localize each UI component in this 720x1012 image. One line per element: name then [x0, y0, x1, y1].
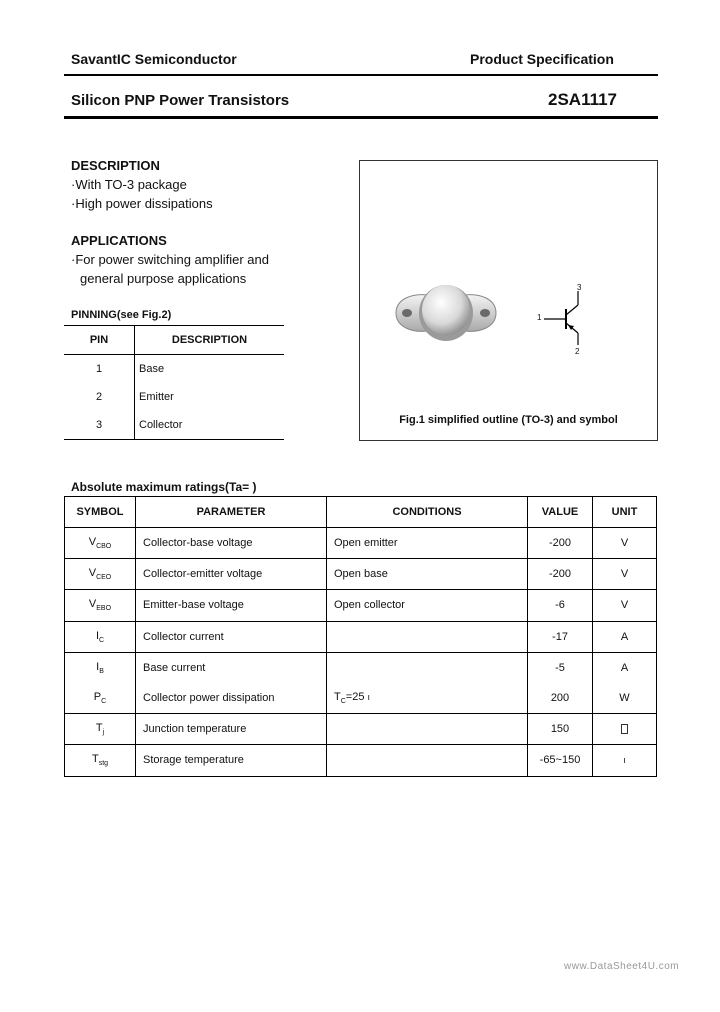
conditions-cell: Open collector	[327, 590, 528, 621]
unit-cell: V	[593, 590, 657, 621]
applications-title: APPLICATIONS	[71, 233, 167, 248]
doc-type: Product Specification	[470, 51, 614, 67]
applications-line: general purpose applications	[80, 271, 247, 286]
unit-cell: A	[593, 621, 657, 652]
description-title: DESCRIPTION	[71, 158, 160, 173]
value-cell: -6	[528, 590, 593, 621]
missing-glyph-box	[621, 724, 628, 734]
table-row	[65, 652, 657, 683]
pin-description: Base	[139, 363, 165, 375]
figure-box	[359, 160, 658, 441]
symbol-cell	[65, 714, 136, 745]
doc-subtitle: Silicon PNP Power Transistors	[71, 92, 290, 109]
parameter-cell: Base current	[136, 652, 327, 683]
pinning-header-row	[64, 326, 284, 355]
pin-number: 2	[64, 383, 135, 411]
symbol-cell	[65, 590, 136, 621]
unit-header: UNIT	[593, 497, 657, 528]
unit-cell: V	[593, 559, 657, 590]
symbol: P	[93, 690, 102, 703]
pnp-transistor-symbol	[532, 279, 612, 359]
ratings-table	[64, 496, 657, 777]
table-row	[65, 559, 657, 590]
parameter-cell: Collector power dissipation	[136, 683, 327, 714]
conditions-cell	[327, 652, 528, 683]
value-cell: -5	[528, 652, 593, 683]
symbol-subscript: j	[102, 729, 105, 737]
value-cell: 150	[528, 714, 593, 745]
unit-cell	[593, 714, 657, 745]
parameter-cell: Storage temperature	[136, 745, 327, 776]
table-row	[65, 745, 657, 776]
table-row	[65, 683, 657, 714]
parameter-cell: Collector current	[136, 621, 327, 652]
pin-header: PIN	[64, 326, 135, 355]
symbol-subscript: B	[99, 667, 104, 675]
pin-number: 3	[64, 411, 135, 440]
pin-number: 1	[64, 355, 135, 384]
conditions-cell: Open base	[327, 559, 528, 590]
conditions-cell	[327, 683, 528, 714]
pin-description: Emitter	[139, 391, 174, 403]
symbol: V	[88, 567, 97, 580]
value-cell: 200	[528, 683, 593, 714]
conditions-cell	[327, 745, 528, 776]
symbol: T	[95, 722, 103, 735]
company-name: SavantIC Semiconductor	[71, 51, 237, 67]
symbol: I	[95, 629, 99, 642]
symbol: V	[88, 598, 97, 611]
value-cell: -65~150	[528, 745, 593, 776]
collector-pin-label: 3	[577, 283, 582, 292]
table-row	[64, 411, 284, 440]
symbol-cell	[65, 528, 136, 559]
table-row	[65, 714, 657, 745]
symbol-cell	[65, 652, 136, 683]
pinning-table	[64, 325, 284, 440]
symbol-subscript: C	[99, 636, 105, 644]
emitter-pin-label: 2	[575, 347, 580, 356]
symbol-subscript: stg	[98, 760, 109, 768]
condition-symbol: T	[334, 690, 341, 703]
table-row	[65, 590, 657, 621]
figure-caption: Fig.1 simplified outline (TO-3) and symbol	[399, 414, 618, 426]
pinning-title: PINNING(see Fig.2)	[71, 309, 172, 321]
parameter-cell: Emitter-base voltage	[136, 590, 327, 621]
description-item: ·High power dissipations	[71, 196, 213, 211]
unit-cell: A	[593, 652, 657, 683]
conditions-header: CONDITIONS	[327, 497, 528, 528]
parameter-cell: Junction temperature	[136, 714, 327, 745]
symbol: V	[88, 536, 97, 548]
symbol-subscript: CBO	[96, 543, 112, 551]
symbol-subscript: EBO	[96, 605, 112, 613]
parameter-cell: Collector-emitter voltage	[136, 559, 327, 590]
value-header: VALUE	[528, 497, 593, 528]
conditions-cell	[327, 714, 528, 745]
condition-value: =25	[345, 690, 368, 703]
description-item: ·With TO-3 package	[71, 177, 187, 192]
symbol-cell	[65, 683, 136, 714]
unit-cell: W	[593, 683, 657, 714]
applications-line: ·For power switching amplifier and	[71, 252, 269, 267]
symbol-subscript: CEO	[96, 574, 112, 582]
base-pin-label: 1	[537, 313, 542, 322]
degree-glyph: ı	[623, 755, 626, 766]
header-rule-top	[64, 74, 658, 76]
symbol: T	[91, 753, 99, 766]
pin-description: Collector	[135, 411, 285, 440]
symbol-header: SYMBOL	[65, 497, 136, 528]
symbol-cell	[65, 559, 136, 590]
table-row	[65, 528, 657, 559]
conditions-cell	[327, 621, 528, 652]
conditions-cell: Open emitter	[327, 528, 528, 559]
ratings-title: Absolute maximum ratings(Ta= )	[71, 480, 257, 494]
header-rule-bottom	[64, 116, 658, 119]
unit-cell	[593, 745, 657, 776]
value-cell: -17	[528, 621, 593, 652]
degree-glyph: ı	[367, 691, 371, 702]
condition-subscript: C	[340, 698, 346, 706]
unit-cell: V	[593, 528, 657, 559]
to3-package-image	[390, 273, 502, 353]
part-number: 2SA1117	[548, 90, 618, 109]
symbol-cell	[65, 621, 136, 652]
symbol: I	[96, 660, 100, 673]
table-row	[64, 355, 284, 384]
value-cell: -200	[528, 559, 593, 590]
ratings-header-row	[65, 497, 657, 528]
parameter-header: PARAMETER	[136, 497, 327, 528]
watermark-text: www.DataSheet4U.com	[564, 961, 680, 972]
symbol-cell	[65, 745, 136, 776]
table-row	[65, 621, 657, 652]
value-cell: -200	[528, 528, 593, 559]
symbol-subscript: C	[101, 698, 107, 706]
parameter-cell: Collector-base voltage	[136, 528, 327, 559]
pin-description-header: DESCRIPTION	[135, 326, 285, 355]
table-row	[64, 383, 284, 411]
